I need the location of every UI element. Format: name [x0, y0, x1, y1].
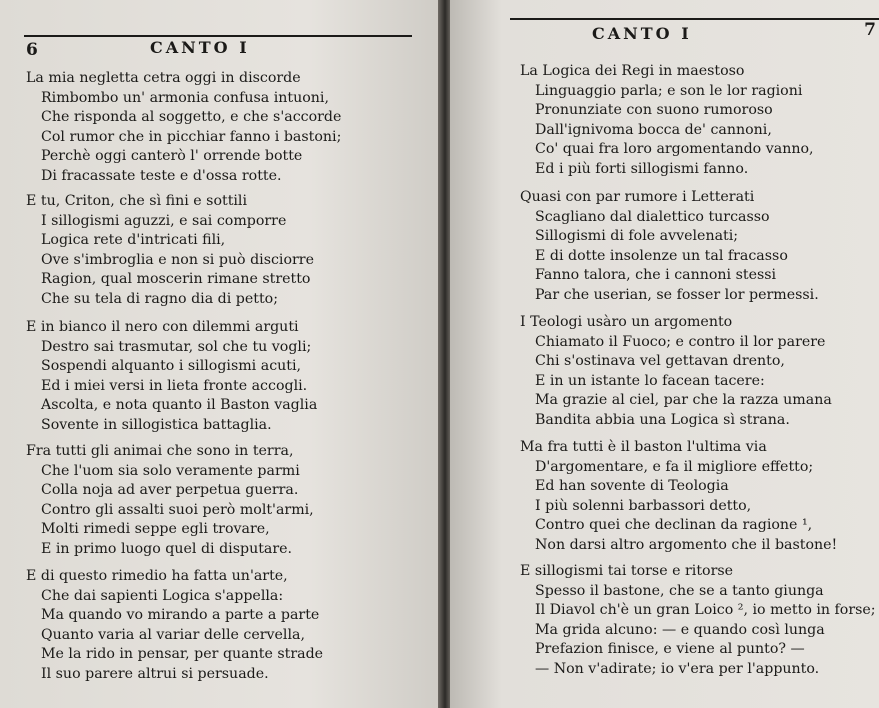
stanza — [520, 562, 876, 679]
verse-line: E di dotte insolenze un tal fracasso — [535, 247, 788, 264]
header-rule — [24, 35, 412, 37]
stanza — [26, 318, 317, 435]
verse-line: Destro sai trasmutar, sol che tu vogli; — [41, 338, 312, 355]
verse-line: Contro gli assalti suoi però molt'armi, — [41, 501, 314, 518]
verse-line: Ed i più forti sillogismi fanno. — [535, 160, 749, 177]
verse-line: Fanno talora, che i cannoni stessi — [535, 267, 777, 283]
verse-line: Quanto varia al variar delle cervella, — [41, 626, 305, 643]
verse-line: Sospendi alquanto i sillogismi acuti, — [41, 358, 302, 374]
page-number: 7 — [864, 20, 876, 40]
page-number: 6 — [26, 40, 38, 60]
verse-line: Colla noja ad aver perpetua guerra. — [41, 482, 299, 498]
verse-line: I Teologi usàro un argomento — [520, 314, 733, 330]
verse-line: Ed i miei versi in lieta fronte accogli. — [41, 377, 308, 394]
verse-line: Sovente in sillogistica battaglia. — [41, 416, 272, 433]
verse-line: Ascolta, e nota quanto il Baston vaglia — [41, 397, 318, 413]
verse-line: E di questo rimedio ha fatta un'arte, — [26, 568, 288, 584]
verse-line: Ove s'imbroglia e non si può disciorre — [41, 251, 314, 268]
verse-line: Bandita abbia una Logica sì strana. — [535, 411, 790, 428]
running-title: CANTO I — [592, 24, 692, 43]
running-title: CANTO I — [150, 38, 250, 57]
verse-line: Ed han sovente di Teologia — [535, 478, 729, 494]
verse-line: Di fracassate teste e d'ossa rotte. — [41, 167, 282, 184]
header-rule — [510, 18, 879, 20]
verse-line: Che su tela di ragno dia di petto; — [41, 290, 278, 307]
verse-line: Pronunziate con suono rumoroso — [535, 102, 773, 118]
verse-line: Ma fra tutti è il baston l'ultima via — [520, 439, 767, 455]
stanza — [520, 313, 832, 430]
verse-line: Ma quando vo mirando a parte a parte — [41, 607, 320, 623]
verse-line: E in primo luogo quel di disputare. — [41, 540, 293, 557]
stanza — [520, 438, 837, 555]
verse-line: E tu, Criton, che sì fini e sottili — [26, 193, 248, 209]
verse-line: I più solenni barbassori detto, — [535, 497, 752, 514]
verse-line: Quasi con par rumore i Letterati — [520, 189, 755, 205]
verse-line: Il suo parere altrui si persuade. — [41, 665, 269, 682]
stanza — [26, 192, 314, 309]
verse-line: La mia negletta cetra oggi in discorde — [26, 70, 301, 86]
verse-line: Co' quai fra loro argomentando vanno, — [535, 141, 814, 157]
verse-line: Linguaggio parla; e son le lor ragioni — [535, 82, 803, 99]
right-page-header — [510, 14, 879, 48]
verse-line: D'argomentare, e fa il migliore effetto; — [535, 458, 814, 475]
stanza — [26, 567, 323, 684]
verse-line: Logica rete d'intricati fili, — [41, 232, 226, 248]
left-page-header — [24, 26, 412, 60]
verse-line: — Non v'adirate; io v'era per l'appunto. — [535, 660, 820, 677]
verse-line: Ma grazie al ciel, par che la razza umana — [535, 392, 832, 408]
verse-line: Ragion, qual moscerin rimane stretto — [41, 271, 311, 287]
verse-line: Che l'uom sia solo veramente parmi — [41, 462, 300, 479]
right-page — [450, 0, 879, 708]
verse-line: Che risponda al soggetto, e che s'accorde — [41, 109, 342, 125]
verse-line: Chiamato il Fuoco; e contro il lor parere — [535, 333, 826, 350]
verse-line: Sillogismi di fole avvelenati; — [535, 228, 739, 244]
verse-line: Che dai sapienti Logica s'appella: — [41, 587, 284, 604]
verse-line: E in bianco il nero con dilemmi arguti — [26, 319, 299, 335]
stanza — [520, 62, 814, 179]
stanza — [26, 69, 341, 186]
verse-line: Scagliano dal dialettico turcasso — [535, 208, 770, 225]
verse-line: Chi s'ostinava vel gettavan drento, — [535, 353, 785, 369]
verse-line: I sillogismi aguzzi, e sai comporre — [41, 212, 287, 229]
verse-line: Molti rimedi seppe egli trovare, — [41, 521, 270, 537]
verse-line: Fra tutti gli animai che sono in terra, — [26, 443, 294, 459]
verse-line: Perchè oggi canterò l' orrende botte — [41, 148, 303, 164]
verse-line: Contro quei che declinan da ragione ¹, — [535, 517, 813, 533]
stanza — [520, 188, 819, 305]
verse-line: Me la rido in pensar, per quante strade — [41, 646, 324, 662]
verse-line: Par che userian, se fosser lor permessi. — [535, 286, 819, 303]
verse-line: E sillogismi tai torse e ritorse — [520, 563, 734, 579]
verse-line: Prefazion finisce, e viene al punto? — — [535, 641, 805, 657]
verse-line: Dall'ignivoma bocca de' cannoni, — [535, 121, 772, 138]
verse-line: E in un istante lo facean tacere: — [535, 372, 765, 389]
verse-line: Col rumor che in picchiar fanno i bastoni; — [41, 128, 342, 145]
verse-line: Rimbombo un' armonia confusa intuoni, — [41, 89, 329, 106]
verse-line: Ma grida alcuno: — e quando così lunga — [535, 621, 825, 638]
verse-line: Il Diavol ch'è un gran Loico ², io metto in forse; — [535, 602, 876, 618]
stanza — [26, 442, 314, 559]
verse-line: Non darsi altro argomento che il bastone! — [535, 536, 838, 553]
verse-line: Spesso il bastone, che se a tanto giunga — [535, 582, 824, 599]
verse-line: La Logica dei Regi in maestoso — [520, 63, 745, 79]
